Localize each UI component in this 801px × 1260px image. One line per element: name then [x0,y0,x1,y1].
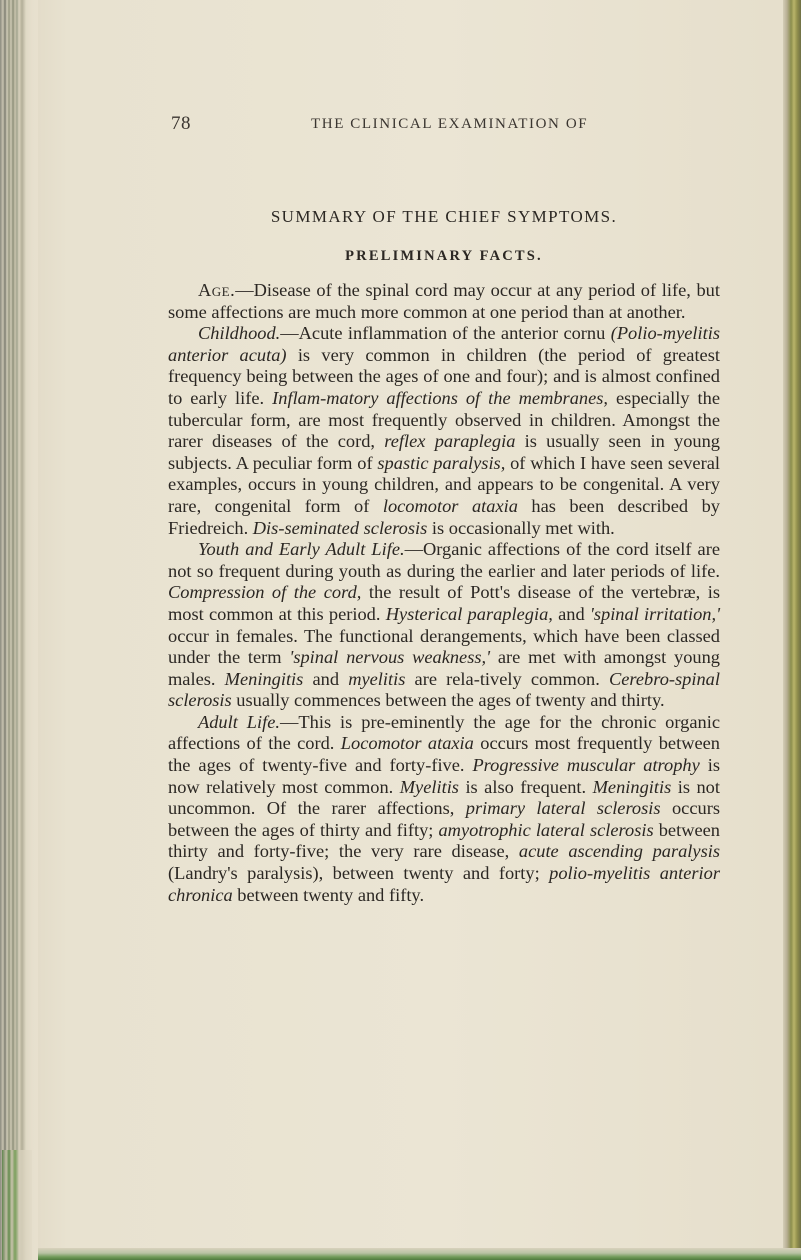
text-run: of which I have seen several examples, occurs in young children, and appears to be congenital. A very rare, congenital form of [168,452,720,516]
paragraph-lead: Age. [198,280,236,300]
italic-term: Childhood. [198,323,281,344]
text-run: are met with amongst young males. [168,647,720,689]
page-edge-right [783,0,801,1260]
italic-term: Dis-seminated sclerosis [252,517,428,538]
text-run: is now relatively most common. [168,755,720,797]
text-run: occurs between the ages of thirty and fifty; [168,798,720,840]
text-run: occurs most frequently between the ages of twenty-five and forty-five. [168,733,721,776]
paragraph-childhood [168,323,720,539]
page-content [168,206,720,906]
paragraph-body [168,280,720,322]
italic-term: Compression of the cord, [168,582,362,603]
text-run: —This is pre-eminently the age for the chronic organic affections of the cord. [168,711,720,754]
text-run: between thirty and forty-five; the very rare disease, [168,819,720,862]
text-run: especially the tubercular form, are most frequently observed in children. Amongst the rarer diseases of the cord, [168,387,720,452]
section-subtitle: PRELIMINARY FACTS. [345,248,543,264]
book-binding-left [0,0,40,1260]
section-title: SUMMARY OF THE CHIEF SYMPTOMS. [270,207,618,226]
running-title: THE CLINICAL EXAMINATION OF [311,116,589,132]
text-run: —Acute inflammation of the anterior cornu [280,323,611,344]
paragraph-youth [168,539,720,712]
text-run: are rela-tively common. [405,668,609,689]
text-run: occur in females. The functional derangements, which have been classed under the term [168,625,720,668]
italic-term: Locomotor ataxia [340,733,474,754]
italic-term: spastic paralysis, [377,452,506,473]
italic-term: Hysterical paraplegia, [385,603,553,624]
text-run: —Disease of the spinal cord may occur at any period of life, but some affections are much more common at one period than at another. [168,280,720,322]
italic-term: polio-myelitis anterior chronica [168,863,720,905]
italic-term: Meningitis [224,668,304,689]
text-run: is not uncommon. Of the rarer affections, [168,776,720,819]
italic-term: Cerebro-spinal sclerosis [168,668,720,711]
italic-term: Inflam-matory affections of the membranes, [272,387,609,408]
text-run: the result of Pott's disease of the vertebræ, is most common at this period. [168,582,720,624]
italic-term: myelitis [348,668,406,689]
italic-term: Youth and Early Adult Life. [198,539,405,560]
text-run: has been described by Friedreich. [168,495,721,538]
italic-term: Meningitis [592,776,672,797]
paragraph-body [168,323,720,537]
italic-term: primary lateral sclerosis [465,798,661,819]
italic-term: reflex paraplegia [384,431,516,452]
paragraph-body [168,539,720,710]
paragraph-age [168,280,720,323]
text-run: is usually seen in young subjects. A peculiar form of [168,431,720,473]
italic-term: 'spinal nervous weakness,' [289,647,491,668]
paragraph-adult-life [168,712,720,906]
page-edge-bottom [38,1248,801,1260]
text-run: between twenty and fifty. [232,884,425,905]
italic-term: locomotor ataxia [382,495,518,516]
text-run: and [303,668,349,689]
italic-term: (Polio-myelitis anterior acuta) [168,323,720,365]
paragraph-body [168,712,720,905]
text-run: is occasionally met with. [427,517,615,538]
italic-term: Myelitis [399,776,459,797]
text-run: usually commences between the ages of twenty and thirty. [231,690,665,711]
text-run: and [552,603,590,624]
italic-term: Progressive muscular atrophy [472,755,700,776]
text-run: (Landry's paralysis), between twenty and forty; [168,863,550,884]
text-run: —Organic affections of the cord itself are not so frequent during youth as during the earlier and later periods of life. [168,539,720,581]
text-run: is very common in children (the period of greatest frequency being between the ages of one and four); and is almost confined to early life. [168,344,720,408]
italic-term: amyotrophic lateral sclerosis [438,819,654,840]
page-number: 78 [171,113,191,134]
italic-term: acute ascending paralysis [518,841,721,862]
text-run: is also frequent. [458,776,593,797]
italic-term: 'spinal irritation,' [589,603,721,624]
italic-term: Adult Life. [198,711,281,732]
